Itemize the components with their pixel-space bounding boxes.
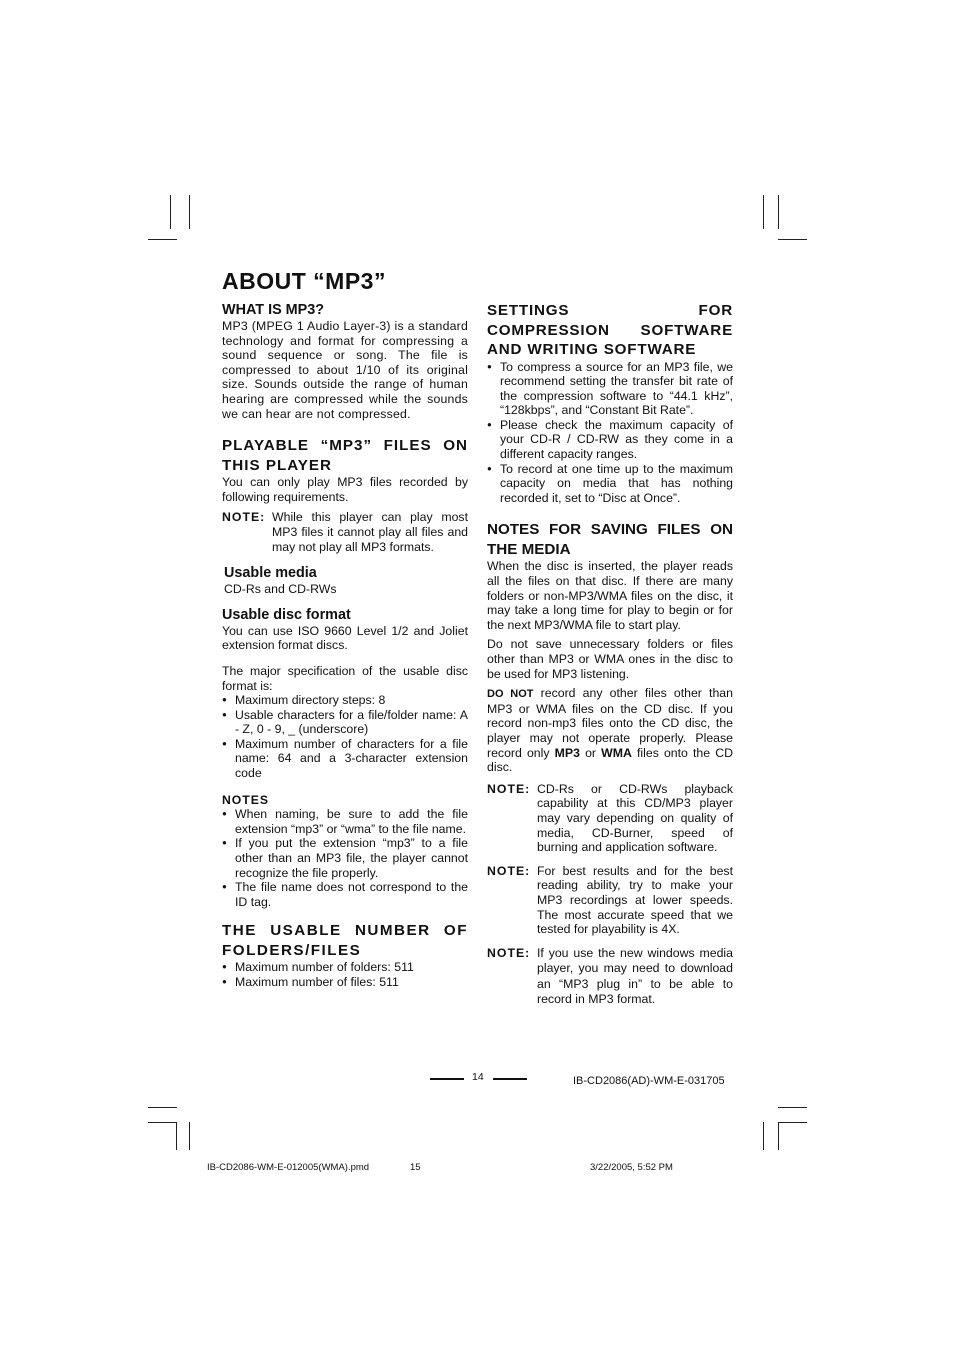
list-item: ● Usable characters for a file/folder name: A - Z, 0 - 9, _ (underscore)	[222, 708, 468, 737]
usable-media-heading: Usable media	[224, 565, 317, 582]
footer-page: 15	[410, 1162, 421, 1173]
list-item: ● To record at one time up to the maximum capacity on media that has nothing recorded it, set to “Disc at Once”.	[487, 462, 733, 506]
crop-mark	[778, 239, 807, 240]
crop-mark	[148, 1107, 177, 1108]
saving-text-b: files onto the CD disc.	[487, 745, 733, 775]
note-media-player	[487, 946, 733, 1008]
usable-media-text: CD-Rs and CD-RWs	[224, 582, 337, 597]
usable-disc-format-heading: Usable disc format	[222, 606, 351, 623]
note-label: NOTE:	[487, 781, 531, 796]
notes-list	[222, 807, 468, 909]
notes-heading: NOTES	[222, 792, 269, 807]
note-recording-speed	[487, 864, 733, 937]
list-item: ● Maximum number of folders: 511	[222, 960, 468, 975]
list-item: ● Maximum number of characters for a file name: 64 and a 3-character extension code	[222, 737, 468, 781]
list-item: ● The file name does not correspond to the ID tag.	[222, 880, 468, 909]
page-title: ABOUT “MP3”	[222, 268, 386, 294]
list-item: ● Maximum number of files: 511	[222, 975, 468, 990]
crop-mark	[763, 1122, 764, 1150]
spec-list	[222, 693, 468, 781]
crop-mark	[763, 195, 764, 229]
note-text: If you use the new windows media player, you may need to download an “MP3 plug in” to be able to record in MP3 format.	[537, 945, 733, 1007]
page-number: 14	[472, 1071, 484, 1083]
crop-mark	[189, 1122, 190, 1150]
note-playable	[222, 510, 468, 554]
crop-mark	[148, 1122, 177, 1123]
settings-heading: SETTINGS FOR COMPRESSION SOFTWARE AND WRITING SOFTWARE	[487, 302, 733, 358]
usable-number-list	[222, 960, 468, 989]
page-number-rule	[430, 1078, 464, 1080]
note-label: NOTE:	[222, 510, 266, 525]
crop-mark	[148, 239, 177, 240]
crop-mark	[778, 1122, 779, 1150]
note-label: NOTE:	[487, 945, 531, 960]
saving-heading: NOTES FOR SAVING FILES ON THE MEDIA	[487, 521, 733, 558]
usable-disc-format-text: You can use ISO 9660 Level 1/2 and Joliet extension format discs.	[222, 623, 468, 653]
saving-paragraph-1: When the disc is inserted, the player reads all the files on that disc. If there are many folders or non-MP3/WMA files on the disc, it may take a long time for play to begin or for the next MP3/WMA file to start play.	[487, 559, 733, 632]
right-column	[487, 301, 733, 1008]
crop-mark	[778, 1122, 807, 1123]
saving-text-or: or	[579, 745, 602, 760]
note-playback	[487, 782, 733, 855]
footer-datetime: 3/22/2005, 5:52 PM	[590, 1162, 673, 1173]
note-text: CD-Rs or CD-RWs playback capability at this CD/MP3 player may vary depending on quality of media, CD-Burner, speed of burning and application software.	[537, 781, 733, 855]
left-column	[222, 301, 468, 990]
note-text: While this player can play most MP3 files it cannot play all files and may not play all MP3 formats.	[272, 510, 468, 554]
crop-mark	[176, 1122, 177, 1150]
playable-text: You can only play MP3 files recorded by following requirements.	[222, 475, 468, 504]
note-label: NOTE:	[487, 863, 531, 878]
document-code: IB-CD2086(AD)-WM-E-031705	[573, 1075, 725, 1087]
footer-file: IB-CD2086-WM-E-012005(WMA).pmd	[207, 1162, 370, 1173]
list-item: ● When naming, be sure to add the file extension “mp3” or “wma” to the file name.	[222, 807, 468, 836]
what-is-mp3-text: MP3 (MPEG 1 Audio Layer-3) is a standard technology and format for compressing a sound sequence or song. The file is compressed to about 1/10 of its original size. Sounds outside the range of human hearing are compressed while the sounds we can hear are not compressed.	[222, 319, 468, 421]
crop-mark	[778, 195, 779, 229]
what-is-mp3-heading: WHAT IS MP3?	[222, 302, 325, 318]
spec-intro: The major specification of the usable disc format is:	[222, 663, 468, 693]
usable-number-heading: THE USABLE NUMBER OF FOLDERS/FILES	[222, 922, 468, 959]
list-item: ● Please check the maximum capacity of your CD-R / CD-RW as they come in a different capacity ranges.	[487, 418, 733, 462]
list-item: ● If you put the extension “mp3” to a file other than an MP3 file, the player cannot recognize the file properly.	[222, 836, 468, 880]
mp3-emphasis: MP3	[554, 745, 580, 760]
page-number-rule	[493, 1078, 527, 1080]
settings-list	[487, 360, 733, 506]
saving-paragraph-3	[487, 686, 733, 775]
note-text: For best results and for the best reading ability, try to make your MP3 recordings at lower speeds. The most accurate speed that we tested for playability is 4X.	[537, 863, 733, 937]
saving-paragraph-2: Do not save unnecessary folders or files other than MP3 or WMA ones in the disc to be used for MP3 listening.	[487, 637, 733, 681]
crop-mark	[778, 1107, 807, 1108]
list-item: ● Maximum directory steps: 8	[222, 693, 468, 708]
do-not-emphasis: DO NOT	[487, 688, 534, 701]
saving-text-a: record any other files other than MP3 or WMA files on the CD disc. If you record non-mp3 files onto the CD disc, the player may not operate properly. Please record only	[487, 686, 733, 760]
list-item: ● To compress a source for an MP3 file, we recommend setting the transfer bit rate of the compression software to “44.1 kHz”, “128kbps”, and “Constant Bit Rate”.	[487, 360, 733, 418]
wma-emphasis: WMA	[601, 745, 632, 760]
playable-heading: PLAYABLE “MP3” FILES ON THIS PLAYER	[222, 437, 468, 474]
crop-mark	[189, 195, 190, 229]
crop-mark	[170, 195, 171, 229]
